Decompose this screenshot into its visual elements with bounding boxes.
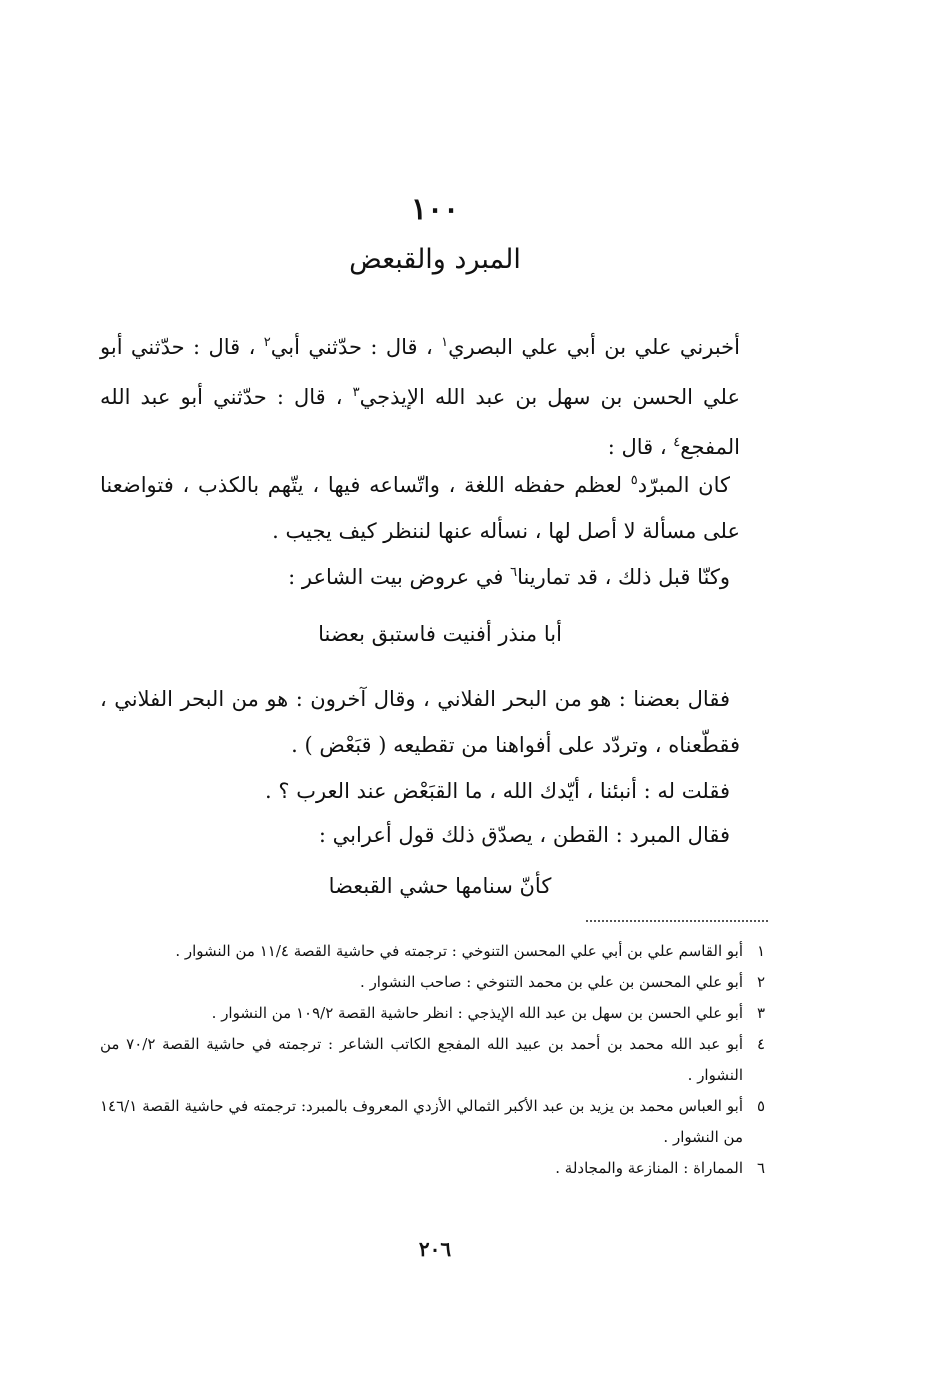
story-title: المبرد والقبعض: [349, 244, 521, 275]
footnote-item: [100, 998, 765, 1029]
footnote-item: [100, 1153, 765, 1184]
footnote-ref-4: ٤: [673, 435, 681, 450]
paragraph-text: في عروض بيت الشاعر :: [288, 565, 511, 589]
footnote-ref-5: ٥: [630, 473, 638, 488]
paragraph-text: وكنّا قبل ذلك ، قد تمارينا: [517, 565, 730, 589]
footnotes-list: [100, 936, 765, 1184]
footnote-ref-1: ١: [441, 335, 449, 350]
paragraph-text: ، قال : حدّثني أبو علي الحسن بن سهل بن عبد الله الإيذجي: [100, 335, 740, 409]
page-number: ٢٠٦: [418, 1237, 452, 1261]
paragraph-text: ، قال : حدّثني أبو عبد الله المفجع: [100, 385, 740, 459]
footnote-text: المماراة : المنازعة والمجادلة .: [555, 1159, 743, 1177]
footnote-item: [100, 967, 765, 998]
footnote-number: ٦: [756, 1159, 765, 1177]
paragraph-text: أخبرني علي بن أبي علي البصري: [448, 335, 740, 359]
paragraph-text: لعظم حفظه اللغة ، واتّساعه فيها ، يتّهم بالكذب ، فتواضعنا على مسألة لا أصل لها ، نسأله عنها لننظر كيف يجيب .: [100, 473, 740, 543]
paragraph-dispute: [100, 550, 740, 600]
poetry-verse-2: كأنّ سنامها حشي القبعضا: [328, 874, 552, 898]
poetry-verse-1: أبا منذر أفنيت فاستبق بعضنا: [318, 622, 562, 646]
footnote-item: [100, 1091, 765, 1153]
footnote-ref-2: ٢: [263, 335, 271, 350]
paragraph-text: ، قال : حدّثني أبي: [270, 335, 442, 359]
footnote-number: ٢: [756, 973, 765, 991]
paragraph-text: ، قال :: [607, 435, 674, 459]
paragraph-text: كان المبرّد: [637, 473, 730, 497]
footnote-text: أبو علي الحسن بن سهل بن عبد الله الإيذجي : انظر حاشية القصة ١٠٩/٢ من النشوار .: [211, 1004, 743, 1022]
footnote-number: ٥: [756, 1097, 765, 1115]
footnote-item: [100, 1029, 765, 1091]
footnote-text: أبو القاسم علي بن أبي علي المحسن التنوخي : ترجمته في حاشية القصة ١١/٤ من النشوار .: [175, 942, 743, 960]
footnote-number: ١: [756, 942, 765, 960]
footnote-item: [100, 936, 765, 967]
footnote-divider: [586, 920, 768, 922]
paragraph-answer: فقال المبرد : القطن ، يصدّق ذلك قول أعرابي :: [318, 823, 730, 847]
paragraph-isnad: [100, 320, 740, 470]
footnote-number: ٣: [756, 1004, 765, 1022]
paragraph-mubarrad: [100, 458, 740, 554]
paragraph-meter: فقال بعضنا : هو من البحر الفلاني ، وقال آخرون : هو من البحر الفلاني ، فقطّعناه ، وتردّد على أفواهنا من تقطيعه ( قبَعْض ) .: [100, 687, 740, 757]
story-number: ١٠٠: [410, 192, 460, 227]
paragraph-question: فقلت له : أنبئنا ، أيّدك الله ، ما القبَعْض عند العرب ؟ .: [265, 779, 730, 803]
footnote-ref-6: ٦: [510, 565, 518, 580]
footnote-ref-3: ٣: [352, 385, 360, 400]
footnote-text: أبو العباس محمد بن يزيد بن عبد الأكبر الثمالي الأزدي المعروف بالمبرد: ترجمته في حاشية القصة ١٤٦/١ من النشوار .: [100, 1097, 743, 1146]
footnote-text: أبو عبد الله محمد بن أحمد بن عبيد الله المفجع الكاتب الشاعر : ترجمته في حاشية القصة ٧٠/٢ من النشوار .: [100, 1035, 743, 1084]
footnote-number: ٤: [756, 1035, 765, 1053]
footnote-text: أبو علي المحسن بن علي بن محمد التنوخي : صاحب النشوار .: [360, 973, 743, 991]
